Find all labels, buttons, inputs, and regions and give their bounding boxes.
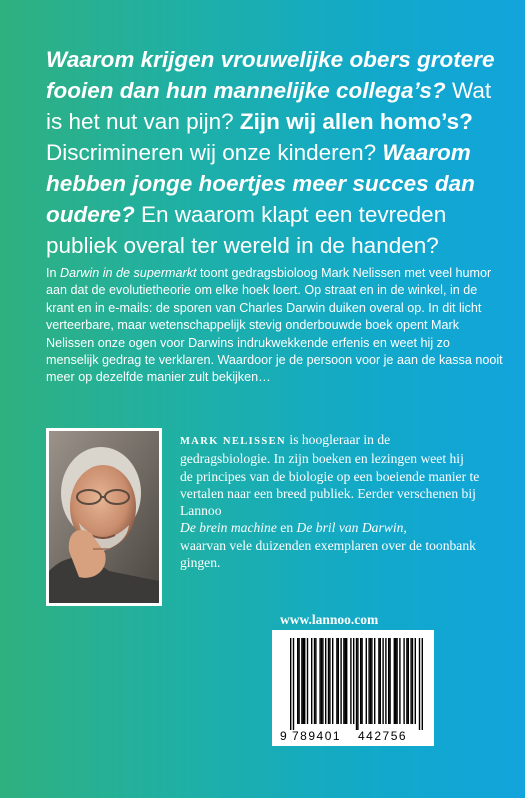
hook-q6: En waarom klapt een tevreden publiek overal ter wereld in de handen? <box>46 202 447 258</box>
author-bio <box>180 431 480 571</box>
author-connector: en <box>280 520 294 536</box>
author-tail: waarvan vele duizenden exemplaren over de toonbank gingen. <box>180 537 476 571</box>
barcode-digits-group1: 789401 <box>292 729 342 743</box>
author-bio-text: is hoogleraar in de gedragsbiologie. In zijn boeken en lezingen weet hij de principes van de biologie op een boeiende manier te vertalen naar een breed publiek. Eerder verschenen bij Lannoo <box>180 432 480 519</box>
barcode-digits-group2: 442756 <box>358 729 408 743</box>
hook-q1: Waarom krijgen vrouwelijke obers grotere fooien dan hun mannelijke collega’s? <box>46 47 495 103</box>
hook-q3: Zijn wij allen homo’s? <box>239 109 473 134</box>
hook-q4: Discrimineren wij onze kinderen? <box>46 140 377 165</box>
blurb-book-title: Darwin in de supermarkt <box>60 266 197 280</box>
hook-questions <box>46 44 501 261</box>
author-book-2: De bril van Darwin, <box>296 520 407 536</box>
author-photo <box>46 428 162 606</box>
author-book-1: De brein machine <box>180 520 277 536</box>
hook-q5: Waarom hebben jonge hoertjes meer succes dan oudere? <box>46 140 475 227</box>
author-name: MARK NELISSEN <box>180 436 287 447</box>
barcode-digit-lead: 9 <box>280 729 287 743</box>
blurb-intro: In <box>46 266 57 280</box>
publisher-url: www.lannoo.com <box>280 612 379 627</box>
blurb-body: toont gedragsbioloog Mark Nelissen met veel humor aan dat de evolutietheorie om elke hoek loert. Op straat en in de winkel, in de krant en in e-mails: de sporen van Charles Darwin duiken overal op. In dit licht verteerbare, maar wetenschappelijk stevig onderbouwde boek opent Mark Nelissen onze ogen voor Darwins indrukwekkende erfenis en weet hij zo menselijk gedrag te verklaren. Waardoor je de persoon voor je aan de kassa nooit meer op dezelfde manier zult bekijken… <box>46 266 503 385</box>
hook-q2: Wat is het nut van pijn? <box>46 78 492 134</box>
isbn-barcode <box>272 630 434 746</box>
blurb-paragraph <box>46 265 504 387</box>
